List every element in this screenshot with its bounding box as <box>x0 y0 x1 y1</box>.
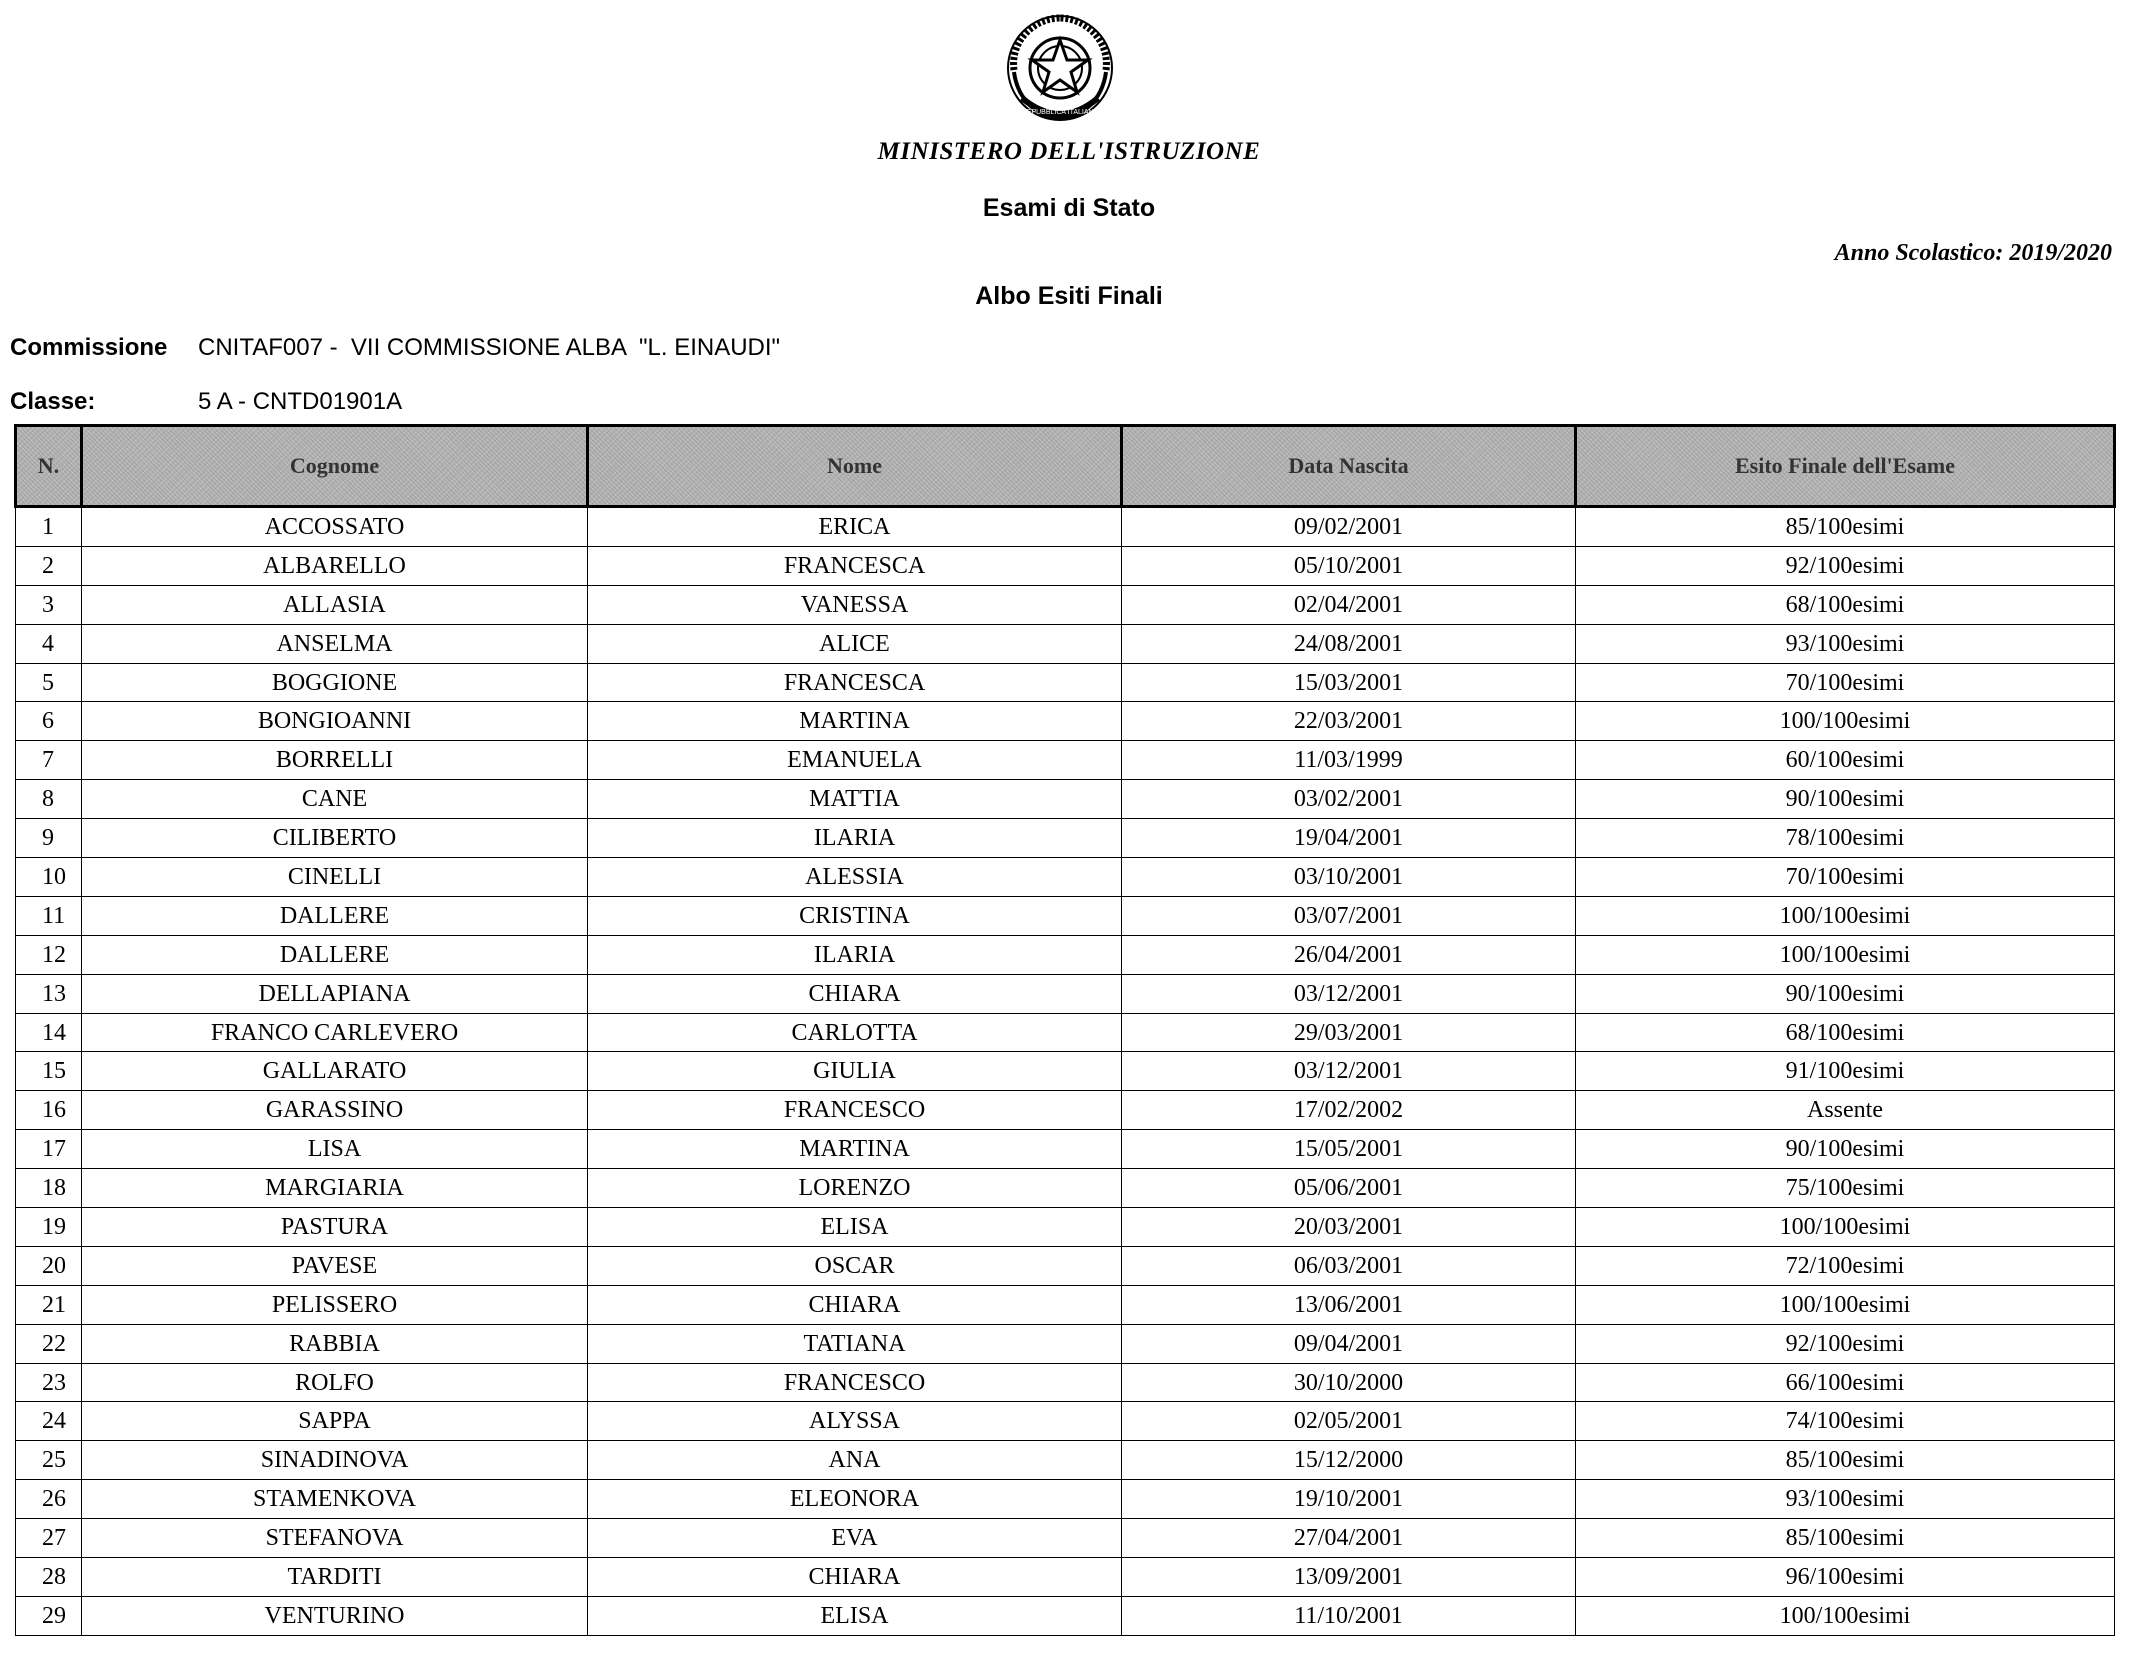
table-row <box>16 507 2115 547</box>
cell-esito: 93/100esimi <box>1576 624 2115 663</box>
cell-esito: 85/100esimi <box>1576 1519 2115 1558</box>
cell-cognome: ROLFO <box>82 1363 588 1402</box>
cell-nome: VANESSA <box>588 585 1122 624</box>
table-row <box>16 702 2115 741</box>
commission-label: Commissione <box>10 334 168 361</box>
cell-nome: ELEONORA <box>588 1480 1122 1519</box>
cell-cognome: CANE <box>82 780 588 819</box>
cell-data-nascita: 20/03/2001 <box>1122 1208 1576 1247</box>
table-row <box>16 974 2115 1013</box>
commission-value: CNITAF007 - VII COMMISSIONE ALBA "L. EINAUDI" <box>198 334 781 361</box>
classe-label: Classe: <box>10 388 96 415</box>
cell-cognome: DALLERE <box>82 935 588 974</box>
cell-data-nascita: 26/04/2001 <box>1122 935 1576 974</box>
italian-republic-emblem-icon <box>1000 10 1120 130</box>
cell-esito: 100/100esimi <box>1576 935 2115 974</box>
cell-esito: 100/100esimi <box>1576 702 2115 741</box>
cell-number: 21 <box>16 1285 82 1324</box>
table-row <box>16 1169 2115 1208</box>
cell-data-nascita: 30/10/2000 <box>1122 1363 1576 1402</box>
cell-esito: 100/100esimi <box>1576 896 2115 935</box>
cell-cognome: PASTURA <box>82 1208 588 1247</box>
cell-nome: ANA <box>588 1441 1122 1480</box>
column-header-data-nascita: Data Nascita <box>1122 426 1576 507</box>
table-row <box>16 780 2115 819</box>
cell-data-nascita: 02/05/2001 <box>1122 1402 1576 1441</box>
classe-value: 5 A - CNTD01901A <box>198 388 403 415</box>
cell-number: 1 <box>16 507 82 547</box>
table-row <box>16 1441 2115 1480</box>
cell-cognome: ANSELMA <box>82 624 588 663</box>
table-row <box>16 1480 2115 1519</box>
table-row <box>16 1130 2115 1169</box>
cell-nome: ERICA <box>588 507 1122 547</box>
cell-esito: 100/100esimi <box>1576 1596 2115 1635</box>
cell-cognome: CILIBERTO <box>82 819 588 858</box>
cell-cognome: STEFANOVA <box>82 1519 588 1558</box>
cell-nome: OSCAR <box>588 1246 1122 1285</box>
cell-data-nascita: 27/04/2001 <box>1122 1519 1576 1558</box>
school-year-value: 2019/2020 <box>2009 240 2112 266</box>
cell-data-nascita: 15/05/2001 <box>1122 1130 1576 1169</box>
ministry-title: MINISTERO DELL'ISTRUZIONE <box>877 138 1261 165</box>
cell-cognome: BONGIOANNI <box>82 702 588 741</box>
cell-data-nascita: 03/12/2001 <box>1122 1052 1576 1091</box>
cell-cognome: SAPPA <box>82 1402 588 1441</box>
cell-esito: 74/100esimi <box>1576 1402 2115 1441</box>
cell-esito: 96/100esimi <box>1576 1558 2115 1597</box>
cell-cognome: DALLERE <box>82 896 588 935</box>
cell-esito: 92/100esimi <box>1576 546 2115 585</box>
cell-cognome: GARASSINO <box>82 1091 588 1130</box>
cell-esito: 70/100esimi <box>1576 858 2115 897</box>
table-row <box>16 1246 2115 1285</box>
cell-esito: 68/100esimi <box>1576 585 2115 624</box>
cell-cognome: BOGGIONE <box>82 663 588 702</box>
cell-number: 26 <box>16 1480 82 1519</box>
cell-number: 18 <box>16 1169 82 1208</box>
cell-cognome: ALLASIA <box>82 585 588 624</box>
cell-data-nascita: 09/02/2001 <box>1122 507 1576 547</box>
cell-number: 4 <box>16 624 82 663</box>
cell-nome: ALESSIA <box>588 858 1122 897</box>
cell-number: 8 <box>16 780 82 819</box>
cell-nome: GIULIA <box>588 1052 1122 1091</box>
cell-number: 23 <box>16 1363 82 1402</box>
cell-data-nascita: 24/08/2001 <box>1122 624 1576 663</box>
classe-line <box>10 388 402 416</box>
cell-data-nascita: 19/10/2001 <box>1122 1480 1576 1519</box>
cell-esito: 60/100esimi <box>1576 741 2115 780</box>
cell-nome: CHIARA <box>588 1558 1122 1597</box>
cell-data-nascita: 13/06/2001 <box>1122 1285 1576 1324</box>
cell-number: 24 <box>16 1402 82 1441</box>
cell-number: 27 <box>16 1519 82 1558</box>
cell-nome: FRANCESCO <box>588 1363 1122 1402</box>
table-row <box>16 935 2115 974</box>
table-row <box>16 1402 2115 1441</box>
cell-cognome: PELISSERO <box>82 1285 588 1324</box>
cell-nome: TATIANA <box>588 1324 1122 1363</box>
cell-number: 16 <box>16 1091 82 1130</box>
table-row <box>16 741 2115 780</box>
cell-cognome: VENTURINO <box>82 1596 588 1635</box>
cell-nome: ELISA <box>588 1596 1122 1635</box>
cell-nome: CHIARA <box>588 974 1122 1013</box>
table-row <box>16 1013 2115 1052</box>
results-table <box>14 424 2116 1636</box>
table-row <box>16 663 2115 702</box>
cell-esito: 85/100esimi <box>1576 1441 2115 1480</box>
column-header-nome: Nome <box>588 426 1122 507</box>
cell-nome: EVA <box>588 1519 1122 1558</box>
cell-cognome: BORRELLI <box>82 741 588 780</box>
cell-number: 2 <box>16 546 82 585</box>
cell-data-nascita: 05/06/2001 <box>1122 1169 1576 1208</box>
cell-esito: 66/100esimi <box>1576 1363 2115 1402</box>
table-row <box>16 1285 2115 1324</box>
cell-esito: 91/100esimi <box>1576 1052 2115 1091</box>
albo-title: Albo Esiti Finali <box>975 282 1163 310</box>
cell-esito: 90/100esimi <box>1576 974 2115 1013</box>
cell-number: 7 <box>16 741 82 780</box>
cell-nome: FRANCESCA <box>588 663 1122 702</box>
cell-cognome: STAMENKOVA <box>82 1480 588 1519</box>
school-year-label: Anno Scolastico: <box>1834 240 2004 266</box>
cell-number: 3 <box>16 585 82 624</box>
cell-number: 5 <box>16 663 82 702</box>
cell-number: 11 <box>16 896 82 935</box>
cell-nome: ALYSSA <box>588 1402 1122 1441</box>
emblem-label: REPUBBLICA ITALIANA <box>1021 109 1099 116</box>
cell-esito: 93/100esimi <box>1576 1480 2115 1519</box>
cell-esito: 68/100esimi <box>1576 1013 2115 1052</box>
cell-data-nascita: 09/04/2001 <box>1122 1324 1576 1363</box>
cell-nome: FRANCESCO <box>588 1091 1122 1130</box>
cell-data-nascita: 03/07/2001 <box>1122 896 1576 935</box>
cell-esito: Assente <box>1576 1091 2115 1130</box>
cell-nome: FRANCESCA <box>588 546 1122 585</box>
school-year <box>1835 240 2112 267</box>
cell-cognome: FRANCO CARLEVERO <box>82 1013 588 1052</box>
cell-nome: MARTINA <box>588 1130 1122 1169</box>
cell-esito: 70/100esimi <box>1576 663 2115 702</box>
cell-data-nascita: 13/09/2001 <box>1122 1558 1576 1597</box>
column-header-n: N. <box>16 426 82 507</box>
cell-cognome: DELLAPIANA <box>82 974 588 1013</box>
cell-number: 10 <box>16 858 82 897</box>
column-header-cognome: Cognome <box>82 426 588 507</box>
table-row <box>16 1091 2115 1130</box>
table-row <box>16 1208 2115 1247</box>
cell-esito: 85/100esimi <box>1576 507 2115 547</box>
cell-number: 12 <box>16 935 82 974</box>
cell-cognome: CINELLI <box>82 858 588 897</box>
cell-cognome: MARGIARIA <box>82 1169 588 1208</box>
cell-nome: CHIARA <box>588 1285 1122 1324</box>
cell-cognome: RABBIA <box>82 1324 588 1363</box>
cell-number: 14 <box>16 1013 82 1052</box>
cell-data-nascita: 06/03/2001 <box>1122 1246 1576 1285</box>
table-row <box>16 1324 2115 1363</box>
cell-esito: 78/100esimi <box>1576 819 2115 858</box>
cell-data-nascita: 02/04/2001 <box>1122 585 1576 624</box>
column-header-esito: Esito Finale dell'Esame <box>1576 426 2115 507</box>
cell-nome: ILARIA <box>588 819 1122 858</box>
cell-nome: MARTINA <box>588 702 1122 741</box>
cell-number: 25 <box>16 1441 82 1480</box>
results-body <box>16 507 2115 1636</box>
cell-number: 15 <box>16 1052 82 1091</box>
cell-nome: EMANUELA <box>588 741 1122 780</box>
cell-esito: 90/100esimi <box>1576 780 2115 819</box>
cell-number: 17 <box>16 1130 82 1169</box>
table-row <box>16 624 2115 663</box>
cell-nome: LORENZO <box>588 1169 1122 1208</box>
cell-data-nascita: 15/12/2000 <box>1122 1441 1576 1480</box>
cell-nome: ALICE <box>588 624 1122 663</box>
commission-line <box>10 334 780 362</box>
cell-data-nascita: 03/12/2001 <box>1122 974 1576 1013</box>
cell-data-nascita: 03/10/2001 <box>1122 858 1576 897</box>
cell-number: 9 <box>16 819 82 858</box>
cell-number: 28 <box>16 1558 82 1597</box>
cell-esito: 100/100esimi <box>1576 1285 2115 1324</box>
table-row <box>16 1363 2115 1402</box>
cell-nome: CRISTINA <box>588 896 1122 935</box>
cell-nome: ILARIA <box>588 935 1122 974</box>
cell-number: 22 <box>16 1324 82 1363</box>
cell-data-nascita: 03/02/2001 <box>1122 780 1576 819</box>
table-row <box>16 1519 2115 1558</box>
cell-esito: 100/100esimi <box>1576 1208 2115 1247</box>
cell-number: 13 <box>16 974 82 1013</box>
cell-nome: MATTIA <box>588 780 1122 819</box>
table-header-row <box>16 426 2115 507</box>
cell-cognome: ALBARELLO <box>82 546 588 585</box>
table-row <box>16 858 2115 897</box>
cell-data-nascita: 29/03/2001 <box>1122 1013 1576 1052</box>
table-row <box>16 1052 2115 1091</box>
table-row <box>16 546 2115 585</box>
table-row <box>16 585 2115 624</box>
cell-number: 20 <box>16 1246 82 1285</box>
cell-data-nascita: 19/04/2001 <box>1122 819 1576 858</box>
cell-cognome: PAVESE <box>82 1246 588 1285</box>
cell-cognome: ACCOSSATO <box>82 507 588 547</box>
cell-data-nascita: 22/03/2001 <box>1122 702 1576 741</box>
cell-nome: ELISA <box>588 1208 1122 1247</box>
cell-data-nascita: 11/03/1999 <box>1122 741 1576 780</box>
cell-cognome: LISA <box>82 1130 588 1169</box>
cell-esito: 92/100esimi <box>1576 1324 2115 1363</box>
cell-esito: 90/100esimi <box>1576 1130 2115 1169</box>
cell-cognome: TARDITI <box>82 1558 588 1597</box>
cell-esito: 72/100esimi <box>1576 1246 2115 1285</box>
table-row <box>16 896 2115 935</box>
cell-esito: 75/100esimi <box>1576 1169 2115 1208</box>
exam-title: Esami di Stato <box>982 194 1156 222</box>
cell-number: 29 <box>16 1596 82 1635</box>
cell-data-nascita: 15/03/2001 <box>1122 663 1576 702</box>
cell-cognome: SINADINOVA <box>82 1441 588 1480</box>
cell-nome: CARLOTTA <box>588 1013 1122 1052</box>
cell-data-nascita: 17/02/2002 <box>1122 1091 1576 1130</box>
cell-cognome: GALLARATO <box>82 1052 588 1091</box>
cell-number: 19 <box>16 1208 82 1247</box>
table-row <box>16 819 2115 858</box>
cell-data-nascita: 11/10/2001 <box>1122 1596 1576 1635</box>
table-row <box>16 1596 2115 1635</box>
cell-data-nascita: 05/10/2001 <box>1122 546 1576 585</box>
table-row <box>16 1558 2115 1597</box>
cell-number: 6 <box>16 702 82 741</box>
